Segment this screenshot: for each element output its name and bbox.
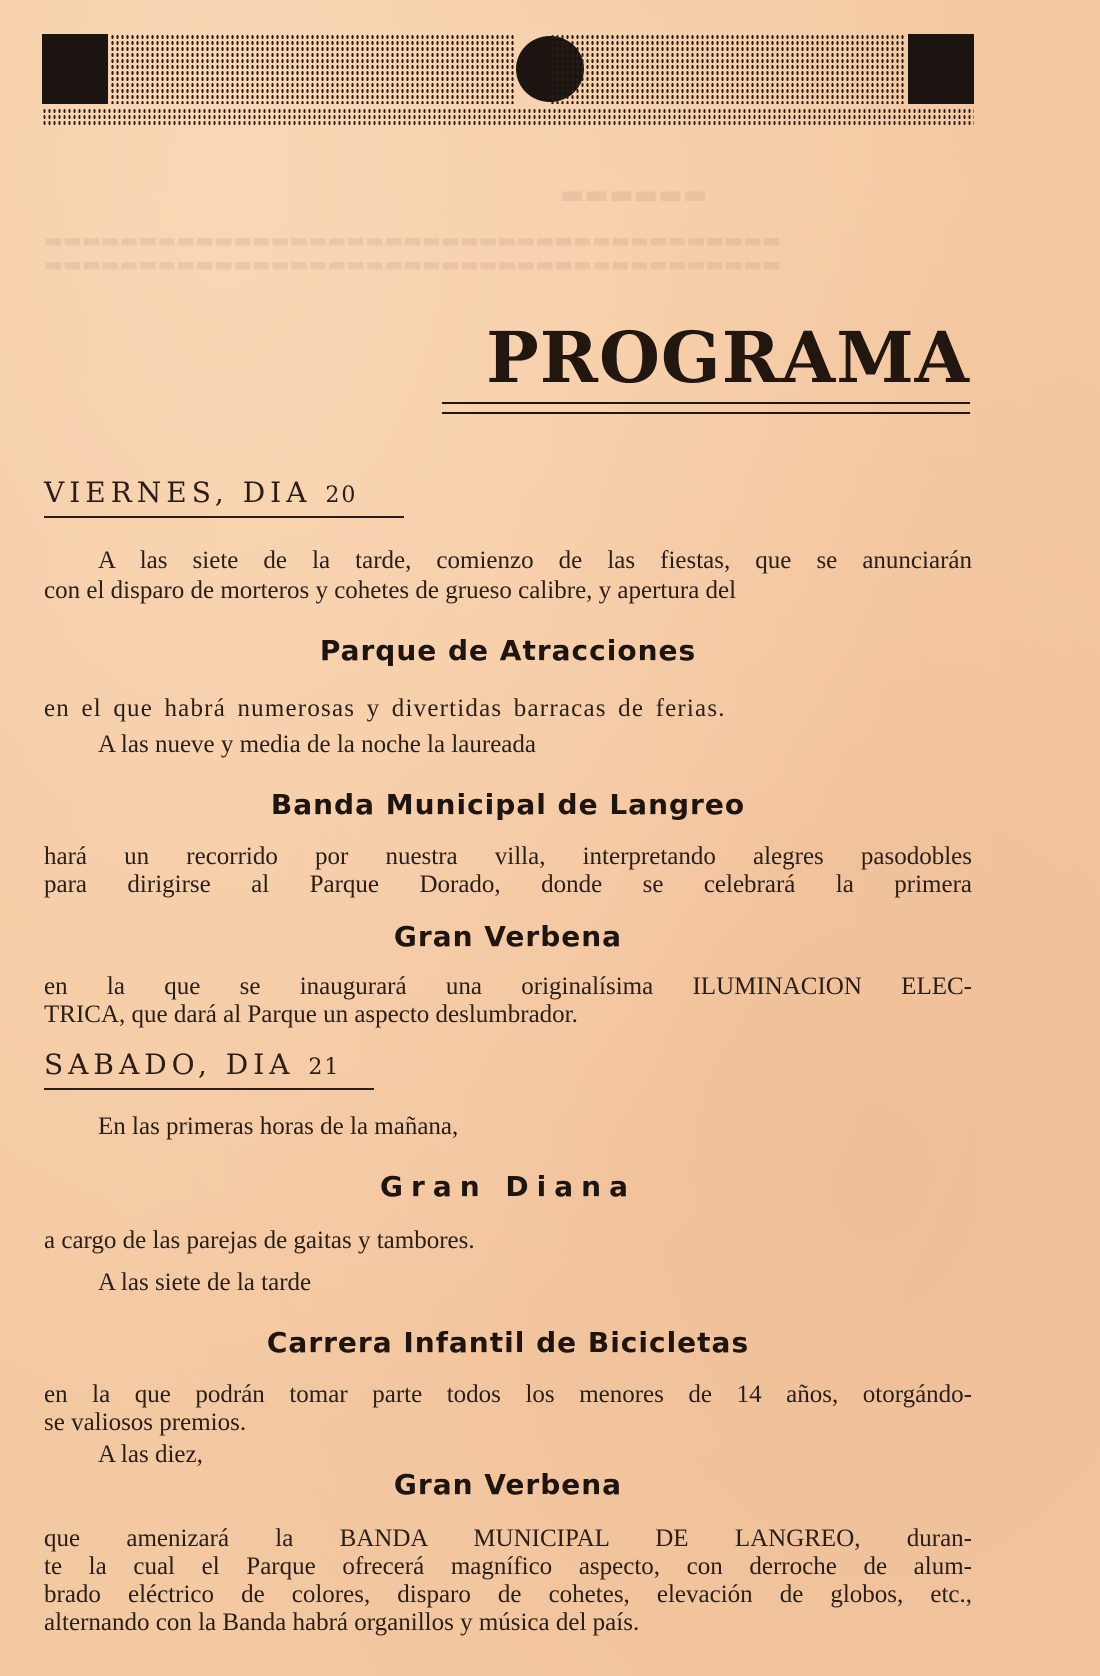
paragraph — [98, 546, 972, 575]
text-line: hará un recorrido por nuestra villa, interpretando alegres pasodobles — [44, 843, 972, 870]
event-heading: Gran Verbena — [393, 920, 623, 953]
event-heading: Carrera Infantil de Bicicletas — [266, 1326, 750, 1359]
text-line: brado eléctrico de colores, disparo de cohetes, elevación de globos, etc., — [44, 1581, 972, 1608]
day-label: VIERNES, DIA — [44, 476, 312, 509]
bleed-through-texture: ▬▬▬▬▬▬ — [560, 180, 708, 210]
day-underline — [44, 1088, 374, 1090]
text-line: te la cual el Parque ofrecerá magnífico aspecto, con derroche de alum- — [44, 1553, 972, 1580]
paragraph — [44, 1608, 972, 1637]
day-label: SABADO, DIA — [44, 1048, 295, 1081]
title-double-rule — [442, 402, 970, 414]
day-number: 21 — [308, 1055, 341, 1080]
page-title: PROGRAMA — [486, 316, 970, 399]
ornament-dot-pattern-left — [110, 34, 516, 104]
text-line: que amenizará la BANDA MUNICIPAL DE LANGREO, duran- — [44, 1525, 972, 1552]
ornament-dot-strip — [42, 108, 974, 126]
text-line: En las primeras horas de la mañana, — [98, 1113, 459, 1140]
text-line: se valiosos premios. — [44, 1409, 247, 1436]
text-line: en la que se inaugurará una originalísima ILUMINACION ELEC- — [44, 973, 972, 1000]
text-line: TRICA, que dará al Parque un aspecto deslumbrador. — [44, 1001, 578, 1028]
text-line: en la que podrán tomar parte todos los menores de 14 años, otorgándo- — [44, 1381, 972, 1408]
ornament-right-block — [908, 34, 974, 104]
text-line: A las siete de la tarde, comienzo de las fiestas, que se anunciarán — [98, 547, 972, 574]
paragraph — [44, 1524, 972, 1553]
day-underline — [44, 516, 404, 518]
paragraph — [44, 870, 972, 899]
paragraph — [44, 1000, 972, 1029]
text-line: para dirigirse al Parque Dorado, donde se celebrará la primera — [44, 871, 972, 898]
event-heading: Parque de Atracciones — [319, 634, 697, 667]
paragraph — [44, 842, 972, 871]
text-line: con el disparo de morteros y cohetes de grueso calibre, y apertura del — [44, 577, 737, 604]
day-heading-friday — [44, 476, 357, 509]
paragraph — [44, 694, 972, 723]
event-heading: Gran Verbena — [393, 1468, 623, 1501]
ornament-left-block — [42, 34, 108, 104]
text-line: A las nueve y media de la noche la laureada — [98, 731, 537, 758]
text-line: alternando con la Banda habrá organillos y música del país. — [44, 1609, 640, 1636]
text-line: A las siete de la tarde — [98, 1269, 312, 1296]
paragraph — [44, 1380, 972, 1409]
paragraph — [44, 1580, 972, 1609]
paragraph — [98, 730, 536, 759]
day-heading-saturday — [44, 1048, 340, 1081]
text-line: A las diez, — [98, 1441, 203, 1468]
paragraph — [98, 1112, 458, 1141]
bleed-through-texture: ▬▬▬▬▬▬▬▬▬▬▬▬▬▬▬▬▬▬▬▬▬▬▬▬▬▬▬▬▬▬▬▬▬▬▬▬▬▬▬ — [44, 228, 781, 252]
ornament-dot-pattern-right — [550, 34, 906, 104]
paragraph — [44, 1408, 972, 1437]
text-line: a cargo de las parejas de gaitas y tambores. — [44, 1227, 475, 1254]
day-number: 20 — [325, 483, 358, 508]
bleed-through-texture: ▬▬▬▬▬▬▬▬▬▬▬▬▬▬▬▬▬▬▬▬▬▬▬▬▬▬▬▬▬▬▬▬▬▬▬▬▬▬▬ — [44, 252, 781, 276]
paragraph — [98, 1268, 311, 1297]
paragraph — [44, 576, 972, 605]
event-heading: Gran Diana — [380, 1170, 636, 1203]
paragraph — [44, 1226, 972, 1255]
text-line: en el que habrá numerosas y divertidas barracas de ferias. — [44, 695, 726, 722]
header-ornament — [42, 34, 974, 126]
paragraph — [44, 972, 972, 1001]
event-heading: Banda Municipal de Langreo — [270, 788, 746, 821]
paragraph — [44, 1552, 972, 1581]
paragraph — [98, 1440, 203, 1469]
